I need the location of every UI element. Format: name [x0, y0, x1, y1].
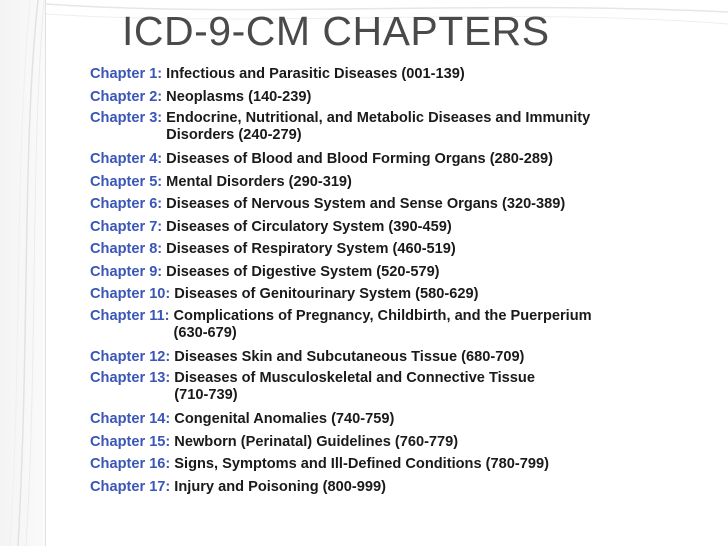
- chapter-description: Diseases of Blood and Blood Forming Organs (280-289): [166, 151, 553, 167]
- chapter-item: [90, 148, 726, 171]
- chapter-label: Chapter 3:: [90, 110, 163, 126]
- chapter-item: [90, 63, 726, 86]
- chapter-item: [90, 346, 726, 369]
- chapter-description: Diseases of Genitourinary System (580-629): [174, 286, 479, 302]
- chapter-label: Chapter 10:: [90, 286, 171, 302]
- chapter-item: [90, 261, 726, 284]
- chapter-description: Diseases of Circulatory System (390-459): [166, 218, 452, 235]
- chapter-item: [90, 306, 726, 346]
- chapter-description: Neoplasms (140-239): [166, 88, 312, 105]
- chapter-description: Diseases of Respiratory System (460-519): [166, 241, 456, 257]
- chapter-item: [90, 108, 726, 148]
- page-title: ICD-9-CM CHAPTERS: [122, 8, 550, 54]
- chapter-label: Chapter 2:: [90, 88, 163, 105]
- chapter-list: [90, 63, 726, 498]
- chapter-description: Complications of Pregnancy, Childbirth, and the Puerperium (630-679): [173, 307, 592, 341]
- chapter-label: Chapter 7:: [90, 218, 163, 235]
- chapter-description: Diseases of Digestive System (520-579): [166, 263, 440, 280]
- chapter-label: Chapter 1:: [90, 66, 163, 82]
- chapter-description: Injury and Poisoning (800-999): [174, 478, 386, 495]
- chapter-label: Chapter 4:: [90, 151, 163, 167]
- chapter-label: Chapter 12:: [90, 348, 171, 365]
- chapter-item: [90, 476, 726, 499]
- chapter-label: Chapter 9:: [90, 263, 163, 280]
- chapter-label: Chapter 16:: [90, 456, 171, 472]
- chapter-label: Chapter 8:: [90, 241, 163, 257]
- chapter-item: [90, 431, 726, 454]
- chapter-item: [90, 283, 726, 306]
- chapter-description: Mental Disorders (290-319): [166, 173, 352, 190]
- chapter-item: [90, 216, 726, 239]
- chapter-label: Chapter 14:: [90, 411, 171, 427]
- chapter-item: [90, 408, 726, 431]
- left-decoration: [0, 0, 46, 546]
- chapter-description: Congenital Anomalies (740-759): [174, 411, 395, 427]
- chapter-item: [90, 86, 726, 109]
- chapter-description: Endocrine, Nutritional, and Metabolic Diseases and Immunity Disorders (240-279): [166, 110, 591, 143]
- chapter-description: Infectious and Parasitic Diseases (001-139): [166, 66, 465, 82]
- chapter-label: Chapter 11:: [90, 307, 170, 324]
- chapter-item: [90, 193, 726, 216]
- chapter-label: Chapter 15:: [90, 433, 171, 450]
- chapter-label: Chapter 6:: [90, 196, 163, 212]
- chapter-item: [90, 238, 726, 261]
- chapter-description: Signs, Symptoms and Ill-Defined Conditions (780-799): [174, 456, 549, 472]
- chapter-description: Newborn (Perinatal) Guidelines (760-779): [174, 433, 459, 450]
- chapter-description: Diseases Skin and Subcutaneous Tissue (680-709): [174, 348, 525, 365]
- chapter-label: Chapter 13:: [90, 370, 171, 386]
- chapter-description: Diseases of Nervous System and Sense Organs (320-389): [166, 196, 566, 212]
- chapter-label: Chapter 5:: [90, 173, 163, 190]
- chapter-item: [90, 171, 726, 194]
- chapter-item: [90, 453, 726, 476]
- chapter-label: Chapter 17:: [90, 478, 171, 495]
- chapter-description: Diseases of Musculoskeletal and Connective Tissue (710-739): [174, 370, 535, 403]
- chapter-item: [90, 368, 726, 408]
